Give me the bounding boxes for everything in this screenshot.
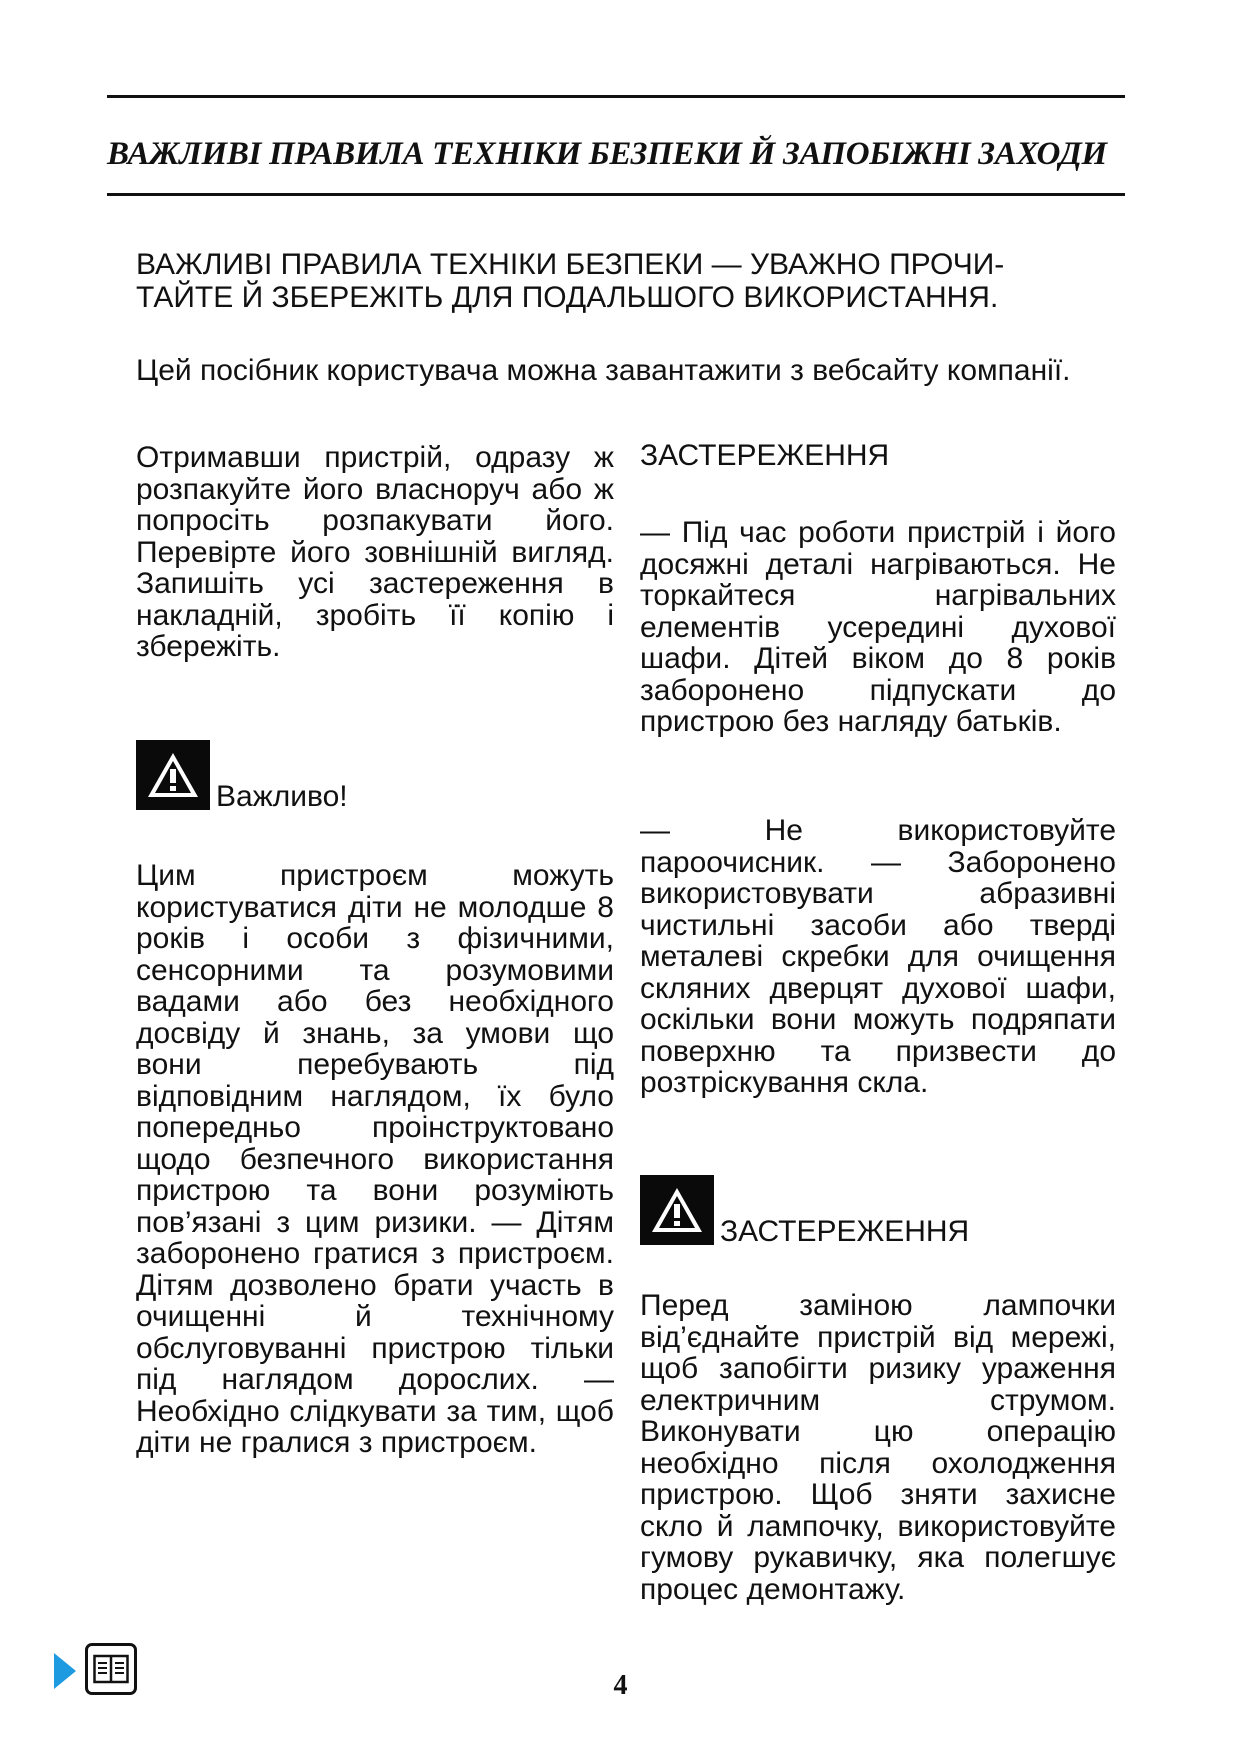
hot-parts-paragraph: — Під час роботи пристрій і його досяжні деталі нагріваються. Не торкайтеся нагрівальних елементів усередині духової шафи. Дітей віком до 8 років заборонено підпускати до пристрою без нагляду батьків.: [640, 516, 1116, 738]
intro-heading: [136, 248, 1096, 314]
cleaning-paragraph: — Не використовуйте пароочисник. — Заборонено використовувати абразивні чистильні засоби або тверді металеві скребки для очищення скляних дверцят духової шафи, оскільки вони можуть подряпати поверхню та призвести до розтріскування скла.: [640, 814, 1116, 1099]
important-paragraph: Цим пристроєм можуть користуватися діти не молодше 8 років і особи з фізичними, сенсорними та розумовими вадами або без необхідного досвіду й знань, за умови що вони перебувають під відповідним наглядом, їх було попередньо проінструктовано щодо безпечного використання пристрою та вони розуміють пов’язані з цим ризики. — Дітям заборонено гратися з пристроєм. Дітям дозволено брати участь в очищенні й технічному обслуговуванні пристрою тільки під наглядом дорослих. — Необхідно слідкувати за тим, щоб діти не гралися з пристроєм.: [136, 859, 614, 1459]
page-number: 4: [613, 1670, 628, 1701]
website-note: Цей посібник користувача можна завантажити з вебсайту компанії.: [136, 354, 1071, 387]
warning-triangle-icon: [136, 740, 210, 810]
warning-triangle-icon: [640, 1175, 714, 1245]
lamp-warning-label: ЗАСТЕРЕЖЕННЯ: [720, 1215, 970, 1248]
warnings-heading: ЗАСТЕРЕЖЕННЯ: [640, 439, 890, 472]
lamp-warning-notice: [640, 1175, 970, 1248]
unpack-paragraph: Отримавши пристрій, одразу ж розпакуйте його власноруч або ж попросіть розпакувати його. Перевірте його зовнішній вигляд. Запишіть усі застереження в накладній, зробіть її копію і збережіть.: [136, 441, 614, 663]
important-label: Важливо!: [216, 780, 348, 813]
header-bottom-rule: [107, 193, 1125, 196]
page-header-title: ВАЖЛИВІ ПРАВИЛА ТЕХНІКИ БЕЗПЕКИ Й ЗАПОБІЖНІ ЗАХОДИ: [107, 136, 1107, 172]
header-top-rule: [107, 95, 1125, 98]
important-notice: [136, 740, 348, 813]
intro-heading-line-1: ВАЖЛИВІ ПРАВИЛА ТЕХНІКИ БЕЗПЕКИ — УВАЖНО ПРОЧИ-: [136, 248, 1005, 281]
intro-heading-line-2: ТАЙТЕ Й ЗБЕРЕЖІТЬ ДЛЯ ПОДАЛЬШОГО ВИКОРИСТАННЯ.: [136, 281, 999, 314]
lamp-paragraph: Перед заміною лампочки від’єднайте пристрій від мережі, щоб запобігти ризику ураження електричним струмом. Виконувати цю операцію необхідно після охолодження пристрою. Щоб зняти захисне скло й лампочку, використовуйте гумову рукавичку, яка полегшує процес демонтажу.: [640, 1289, 1116, 1606]
